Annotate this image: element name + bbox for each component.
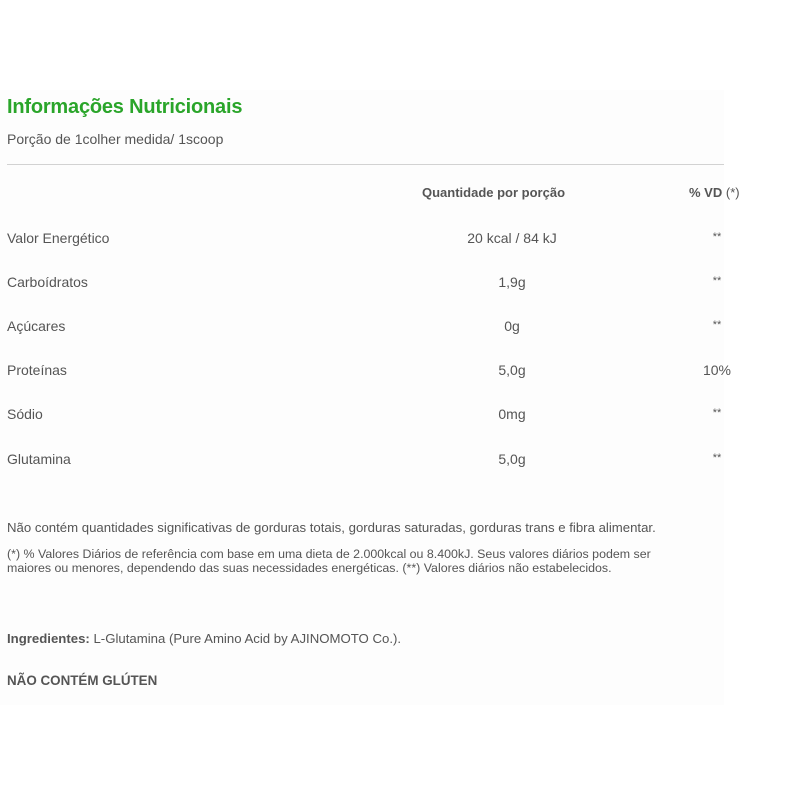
table-row [0,274,760,294]
table-row [0,451,760,471]
row-quantity: 5,0g [498,451,526,467]
table-row [0,406,760,426]
row-quantity: 1,9g [498,274,526,290]
note-fats: Não contém quantidades significativas de gorduras totais, gorduras saturadas, gorduras trans e fibra alimentar. [7,520,656,535]
header-vd-label: % VD [689,185,723,200]
row-name: Proteínas [7,362,67,378]
row-quantity: 0mg [498,406,526,422]
note-vd [7,547,797,575]
row-vd: ** [712,407,722,419]
row-vd: ** [712,275,722,287]
row-quantity: 20 kcal / 84 kJ [467,230,557,246]
table-row [0,318,760,338]
row-vd: ** [712,319,722,331]
table-row [0,230,760,250]
row-name: Carboídratos [7,274,88,290]
ingredients-label: Ingredientes: [7,631,90,646]
row-name: Sódio [7,406,43,422]
row-name: Açúcares [7,318,66,334]
divider [7,164,724,165]
note-vd-line2: maiores ou menores, dependendo das suas necessidades energéticas. (**) Valores diários não estabelecidos. [7,561,612,575]
header-quantity: Quantidade por porção [422,185,566,200]
portion-text: Porção de 1colher medida/ 1scoop [7,131,224,147]
ingredients [7,631,401,646]
row-name: Valor Energético [7,230,110,246]
header-vd [689,185,740,200]
note-vd-line1: (*) % Valores Diários de referência com base em uma dieta de 2.000kcal ou 8.400kJ. Seus valores diários podem ser [7,547,651,561]
header-vd-note: (*) [725,185,740,200]
row-quantity: 5,0g [498,362,526,378]
row-vd: ** [712,452,722,464]
page-title: Informações Nutricionais [7,96,243,118]
row-vd: 10% [702,362,732,378]
table-row [0,362,760,382]
row-quantity: 0g [504,318,520,334]
nutrition-panel [0,90,724,705]
gluten-notice: NÃO CONTÉM GLÚTEN [7,673,158,688]
row-name: Glutamina [7,451,71,467]
ingredients-text: L-Glutamina (Pure Amino Acid by AJINOMOTO Co.). [89,631,402,646]
row-vd: ** [712,231,722,243]
